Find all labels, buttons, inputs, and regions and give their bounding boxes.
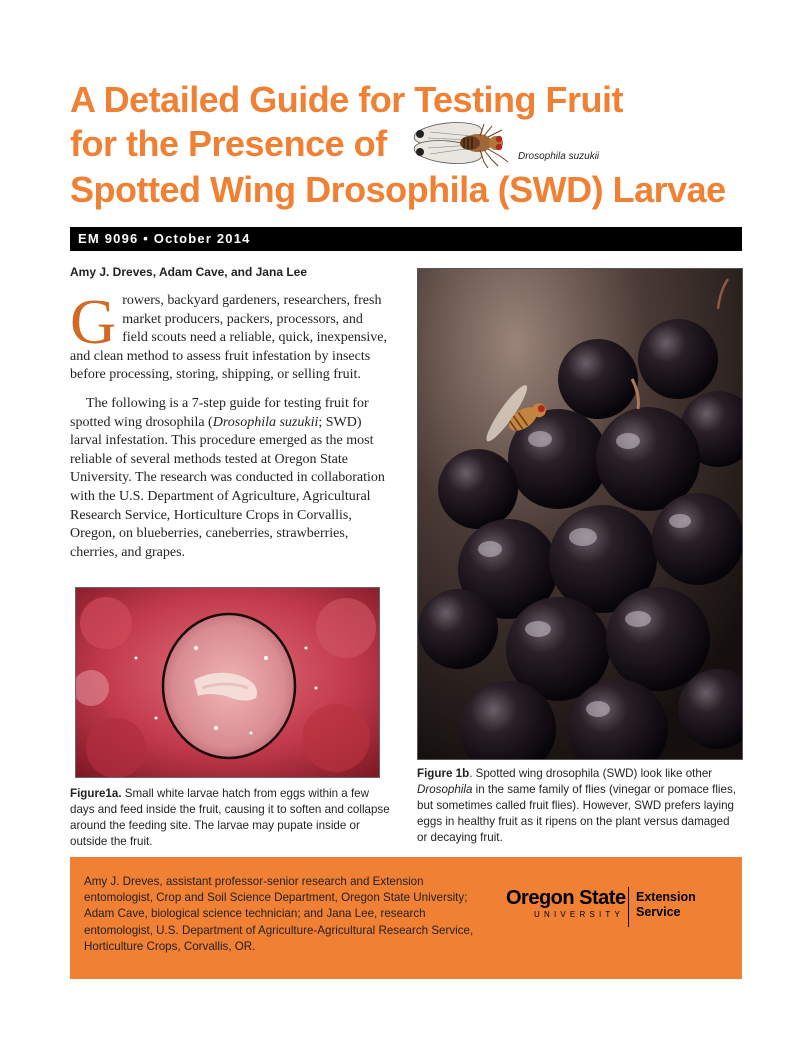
osu-logo-name: Oregon State bbox=[506, 887, 626, 909]
drop-cap: G bbox=[70, 286, 117, 357]
figure-1b-text-a: . Spotted wing drosophila (SWD) look like other bbox=[469, 767, 713, 780]
intro-paragraph-1-text: rowers, backyard gardeners, researchers, fresh market producers, packers, processors, and field scouts need a reliable, quick, inexpensive, and clean method to assess fruit infestation by insects before processing, storing, shipping, or selling fruit. bbox=[70, 293, 387, 383]
intro-p2-b: ; SWD) larval infestation. This procedure emerged as the most reliable of several methods tested at Oregon State University. The research was conducted in collaboration with the U.S. Department of Agriculture, Agricultural Research Service, Horticulture Crops in Corvallis, Oregon, on blueberries, caneberries, strawberries, cherries, and grapes. bbox=[70, 414, 385, 560]
osu-logo bbox=[506, 887, 626, 919]
figure-1b-label: Figure 1b bbox=[417, 767, 470, 780]
logo-divider bbox=[628, 887, 629, 927]
publication-bar: EM 9096 • October 2014 bbox=[70, 227, 742, 251]
figure-1b-photo bbox=[417, 268, 743, 760]
footer-box bbox=[70, 857, 742, 979]
intro-paragraph-2 bbox=[70, 395, 390, 562]
figure-1a-label: Figure1a. bbox=[70, 787, 122, 800]
title-line-2: for the Presence of bbox=[70, 123, 387, 164]
figure-1a-photo bbox=[75, 587, 380, 778]
intro-p2-italic: Drosophila suzukii bbox=[212, 414, 319, 430]
title-line-3: Spotted Wing Drosophila (SWD) Larvae bbox=[70, 169, 726, 210]
title-line-1: A Detailed Guide for Testing Fruit bbox=[70, 79, 624, 120]
figure-1a-text: Small white larvae hatch from eggs within a few days and feed inside the fruit, causing it to soften and collapse around the feeding site. The larvae may pupate inside or outside the fruit. bbox=[70, 787, 390, 848]
fly-illustration bbox=[410, 112, 520, 172]
service-label: Service bbox=[636, 905, 681, 919]
figure-1b-text-b: in the same family of flies (vinegar or pomace flies, but sometimes called fruit flies). However, SWD prefers laying eggs in healthy fruit as it ripens on the plant versus damaged or decaying fruit. bbox=[417, 783, 736, 844]
author-line: Amy J. Dreves, Adam Cave, and Jana Lee bbox=[70, 265, 307, 279]
fly-caption: Drosophila suzukii bbox=[518, 151, 600, 162]
extension-service-label bbox=[636, 890, 696, 920]
figure-1b-italic: Drosophila bbox=[417, 783, 473, 796]
figure-1b-caption bbox=[417, 766, 742, 846]
intro-text bbox=[70, 286, 390, 562]
intro-paragraph-1 bbox=[70, 286, 390, 385]
intro-p2-a: The following is a 7-step guide for testing fruit for spotted wing drosophila ( bbox=[70, 395, 369, 430]
figure-1a-caption bbox=[70, 786, 390, 850]
extension-label: Extension bbox=[636, 890, 696, 904]
footer-author-credits: Amy J. Dreves, assistant professor-senior research and Extension entomologist, Crop and Soil Science Department, Oregon State University; Adam Cave, biological science technician; and Jana Lee, research entomologist, U.S. Department of Agriculture-Agricultural Research Service, Horticulture Crops, Corvallis, OR. bbox=[84, 875, 474, 953]
osu-logo-university: UNIVERSITY bbox=[534, 910, 625, 919]
